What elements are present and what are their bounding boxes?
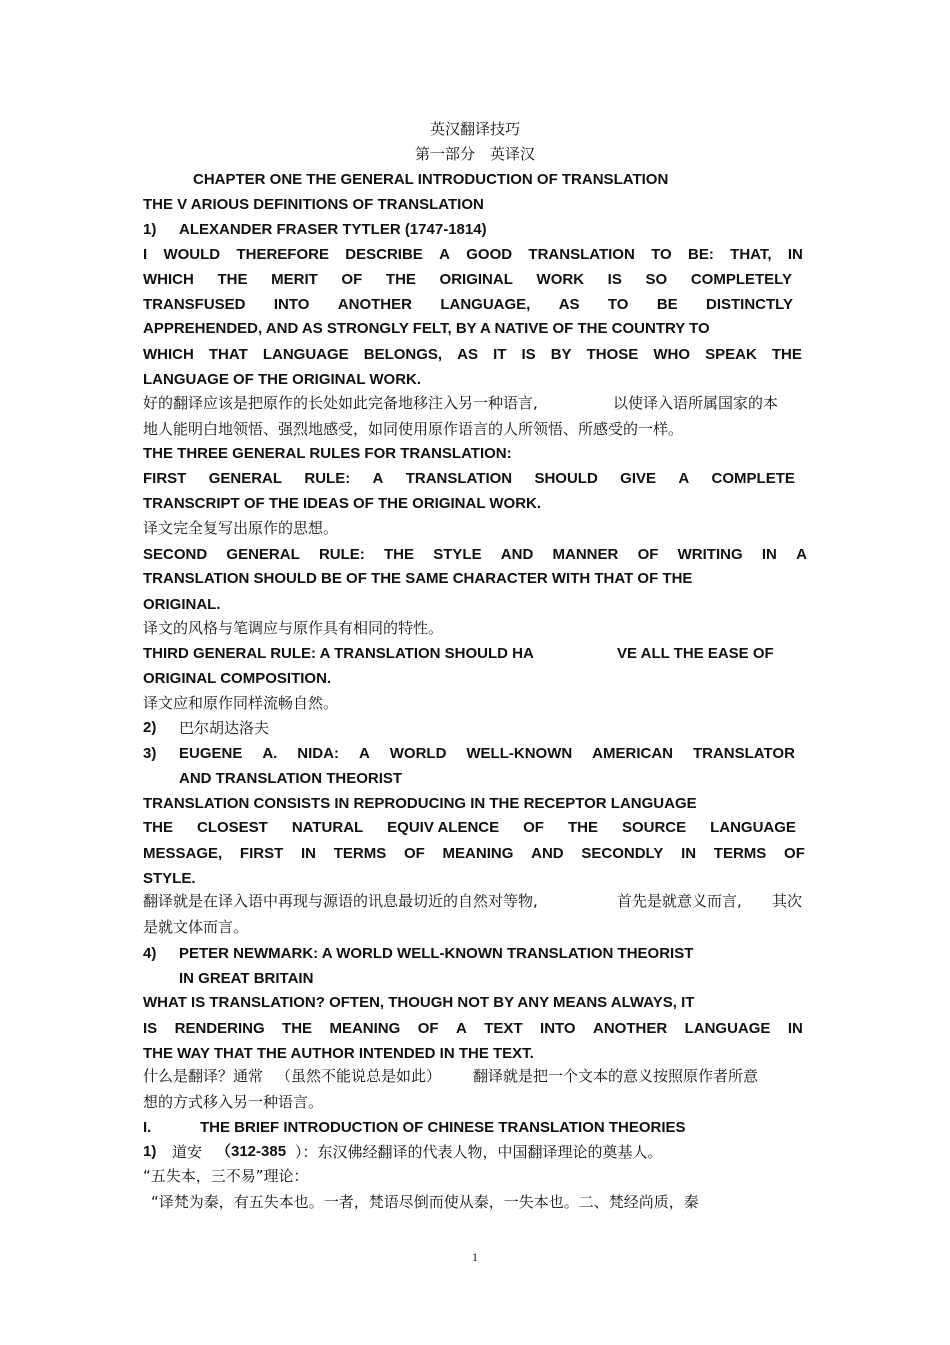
chinese-line: 译文应和原作同样流畅自然。	[143, 694, 339, 712]
line-word: AND	[500, 546, 534, 563]
line-word: COMPLETE	[711, 470, 795, 487]
line-word: OF	[341, 271, 363, 288]
chinese-line: 地人能明白地领悟、强烈地感受，如同使用原作语言的人所领悟、所感受的一样。	[143, 420, 684, 438]
line-word: IN	[301, 845, 316, 862]
line-word: SHOULD	[534, 470, 598, 487]
line-word: OF	[637, 546, 659, 563]
line-word: THOSE	[586, 346, 639, 363]
line-word: FIRST	[239, 845, 284, 862]
line-word: IN	[787, 246, 803, 263]
line-word: MEANING	[329, 1020, 401, 1037]
line-word: TRANSLATOR	[692, 745, 795, 762]
section-heading: THE THREE GENERAL RULES FOR TRANSLATION:	[143, 445, 512, 462]
line-word: TEXT	[484, 1020, 523, 1037]
line-word: THE	[282, 1020, 313, 1037]
line-word: A	[456, 1020, 467, 1037]
line-word: COMPLETELY	[690, 271, 792, 288]
chinese-line: 以使译入语所属国家的本	[613, 394, 779, 412]
text-line: APPREHENDED, AND AS STRONGLY FELT, BY A NATIVE OF THE COUNTRY TO	[143, 320, 710, 337]
chinese-line: 译文完全复写出原作的思想。	[143, 519, 339, 537]
justified-line	[143, 270, 792, 290]
line-word: THE	[385, 271, 416, 288]
text-line: VE ALL THE EASE OF	[617, 645, 774, 662]
line-word: TERMS	[713, 845, 767, 862]
line-word: A	[678, 470, 690, 487]
chinese-line: 什么是翻译？通常	[143, 1067, 264, 1085]
line-word: EUGENE	[179, 745, 243, 762]
chinese-line: “译梵为秦，有五失本也。一者，梵语尽倒而使从秦，一失本也。二、梵经尚质，秦	[151, 1193, 699, 1211]
line-word: WRITING	[677, 546, 743, 563]
line-word: A.	[262, 745, 278, 762]
line-word: BE:	[688, 246, 714, 263]
chinese-line: 想的方式移入另一种语言。	[143, 1093, 324, 1111]
line-word: TERMS	[333, 845, 387, 862]
line-word: TRANSLATION	[405, 470, 513, 487]
line-word: BELONGS,	[363, 346, 443, 363]
line-word: A	[372, 470, 384, 487]
line-word: I	[143, 246, 148, 263]
justified-line	[143, 545, 807, 565]
text-line: TRANSLATION SHOULD BE OF THE SAME CHARACTER WITH THAT OF THE	[143, 570, 693, 587]
line-word: EQUIV ALENCE	[387, 819, 500, 836]
line-word: WORK	[536, 271, 585, 288]
justified-line	[143, 1019, 803, 1039]
line-word: NATURAL	[291, 819, 364, 836]
line-word: DISTINCTLY	[706, 296, 793, 313]
chinese-line: 是就文体而言。	[143, 918, 249, 936]
line-word: THE	[567, 819, 598, 836]
justified-line	[143, 469, 795, 489]
text-line: STYLE.	[143, 870, 196, 887]
line-word: AND	[531, 845, 564, 862]
line-word: SECONDLY	[581, 845, 664, 862]
line-word: TRANSFUSED	[143, 296, 246, 313]
line-word: MANNER	[552, 546, 619, 563]
line-word: THAT,	[730, 246, 772, 263]
document-title: 英汉翻译技巧	[429, 120, 520, 138]
chinese-line: （虽然不能说总是如此）	[276, 1067, 442, 1085]
text-line: TRANSLATION CONSISTS IN REPRODUCING IN THE RECEPTOR LANGUAGE	[143, 795, 697, 812]
line-word: ANOTHER	[337, 296, 412, 313]
line-word: ORIGINAL	[439, 271, 513, 288]
justified-line	[143, 844, 805, 864]
line-word: RENDERING	[174, 1020, 265, 1037]
page-number: 1	[472, 1250, 478, 1264]
text-line: LANGUAGE OF THE ORIGINAL WORK.	[143, 371, 422, 388]
line-word: INTO	[273, 296, 310, 313]
chinese-line: 翻译就是在译入语中再现与源语的讯息最切近的自然对等物,	[143, 892, 538, 910]
chinese-line: 首先是就意义而言,	[617, 892, 742, 910]
line-word: WHICH	[143, 271, 194, 288]
line-word: TO	[651, 246, 672, 263]
line-word: ANOTHER	[593, 1020, 668, 1037]
line-word: IN	[681, 845, 697, 862]
item-heading: PETER NEWMARK: A WORLD WELL-KNOWN TRANSLATION THEORIST	[179, 945, 694, 962]
line-word: SECOND	[143, 546, 208, 563]
line-word: THE	[217, 271, 248, 288]
text-line: THIRD GENERAL RULE: A TRANSLATION SHOULD HA	[143, 645, 534, 662]
text-line: WHAT IS TRANSLATION? OFTEN, THOUGH NOT BY ANY MEANS ALWAYS, IT	[143, 994, 695, 1011]
item-number: I.	[143, 1119, 152, 1136]
item-heading: 巴尔胡达洛夫	[179, 719, 270, 737]
line-word: OF	[784, 845, 805, 862]
line-word: THAT	[208, 346, 248, 363]
item-number: 1)	[143, 221, 157, 238]
line-word: NIDA:	[297, 745, 339, 762]
chinese-line: 好的翻译应该是把原作的长处如此完备地移注入另一种语言,	[143, 394, 538, 412]
line-word: AMERICAN	[592, 745, 673, 762]
line-word: GENERAL	[226, 546, 300, 563]
line-word: IT	[493, 346, 507, 363]
item-heading: IN GREAT BRITAIN	[179, 970, 314, 987]
line-word: GIVE	[620, 470, 657, 487]
section-heading: THE V ARIOUS DEFINITIONS OF TRANSLATION	[143, 196, 484, 213]
justified-line	[143, 295, 793, 315]
line-word: MERIT	[271, 271, 318, 288]
line-word: OF	[417, 1020, 439, 1037]
line-word: A	[439, 246, 450, 263]
text-line: ORIGINAL.	[143, 596, 221, 613]
line-word: THE	[143, 819, 173, 836]
line-word: A	[796, 546, 807, 563]
line-word: MEANING	[442, 845, 514, 862]
text-line: TRANSCRIPT OF THE IDEAS OF THE ORIGINAL WORK.	[143, 495, 542, 512]
item-heading: AND TRANSLATION THEORIST	[179, 770, 403, 787]
line-word: FIRST	[143, 470, 187, 487]
item-number: 2)	[143, 719, 157, 736]
line-word: IS	[143, 1020, 158, 1037]
item-number: 4)	[143, 945, 157, 962]
line-word: DESCRIBE	[345, 246, 423, 263]
line-word: BE	[656, 296, 678, 313]
line-word: GENERAL	[208, 470, 283, 487]
line-word: SPEAK	[705, 346, 757, 363]
line-word: OF	[403, 845, 425, 862]
line-word: AS	[457, 346, 478, 363]
chinese-line: “五失本，三不易”理论：	[143, 1167, 309, 1185]
line-word: A	[358, 745, 370, 762]
line-word: STYLE	[433, 546, 482, 563]
line-word: SOURCE	[621, 819, 687, 836]
line-word: THEREFORE	[236, 246, 329, 263]
line-word: RULE:	[318, 546, 365, 563]
line-word: RULE:	[304, 470, 351, 487]
line-word: TO	[607, 296, 629, 313]
chapter-heading: CHAPTER ONE THE GENERAL INTRODUCTION OF TRANSLATION	[193, 171, 669, 188]
line-word: WHICH	[143, 346, 194, 363]
line-word: OF	[523, 819, 544, 836]
line-word: THE	[771, 346, 802, 363]
line-word: INTO	[540, 1020, 576, 1037]
text-line: ORIGINAL COMPOSITION.	[143, 670, 332, 687]
line-word: LANGUAGE	[684, 1020, 771, 1037]
justified-line	[143, 245, 803, 265]
document-subtitle: 第一部分 英译汉	[414, 145, 535, 163]
person-name: 道安	[172, 1143, 203, 1161]
chinese-line: 译文的风格与笔调应与原作具有相同的特性。	[143, 619, 444, 637]
chinese-line: ）：东汉佛经翻译的代表人物，中国翻译理论的奠基人。	[295, 1143, 663, 1161]
line-word: WOULD	[163, 246, 221, 263]
line-word: AS	[558, 296, 580, 313]
line-word: WHO	[653, 346, 691, 363]
line-word: TRANSLATION	[528, 246, 635, 263]
line-word: GOOD	[466, 246, 513, 263]
line-word: LANGUAGE	[710, 819, 796, 836]
text-line: THE WAY THAT THE AUTHOR INTENDED IN THE TEXT.	[143, 1045, 534, 1062]
section-heading: THE BRIEF INTRODUCTION OF CHINESE TRANSLATION THEORIES	[200, 1119, 686, 1136]
justified-line	[143, 818, 796, 838]
line-word: LANGUAGE	[262, 346, 349, 363]
line-word: IS	[521, 346, 536, 363]
item-heading: ALEXANDER FRASER TYTLER (1747-1814)	[179, 221, 487, 238]
line-word: WORLD	[389, 745, 447, 762]
line-word: SO	[645, 271, 668, 288]
line-word: BY	[550, 346, 572, 363]
line-word: THE	[384, 546, 415, 563]
person-years: （312-385	[216, 1143, 287, 1160]
chinese-line: 其次	[772, 892, 803, 910]
line-word: IN	[787, 1020, 803, 1037]
line-word: IS	[607, 271, 622, 288]
line-word: WELL-KNOWN	[466, 745, 573, 762]
chinese-line: 翻译就是把一个文本的意义按照原作者所意	[473, 1067, 759, 1085]
justified-line	[179, 744, 795, 764]
line-word: MESSAGE,	[143, 845, 223, 862]
line-word: IN	[761, 546, 777, 563]
item-number: 3)	[143, 745, 157, 762]
item-number: 1)	[143, 1143, 157, 1160]
justified-line	[143, 345, 802, 365]
line-word: CLOSEST	[196, 819, 268, 836]
line-word: LANGUAGE,	[440, 296, 531, 313]
